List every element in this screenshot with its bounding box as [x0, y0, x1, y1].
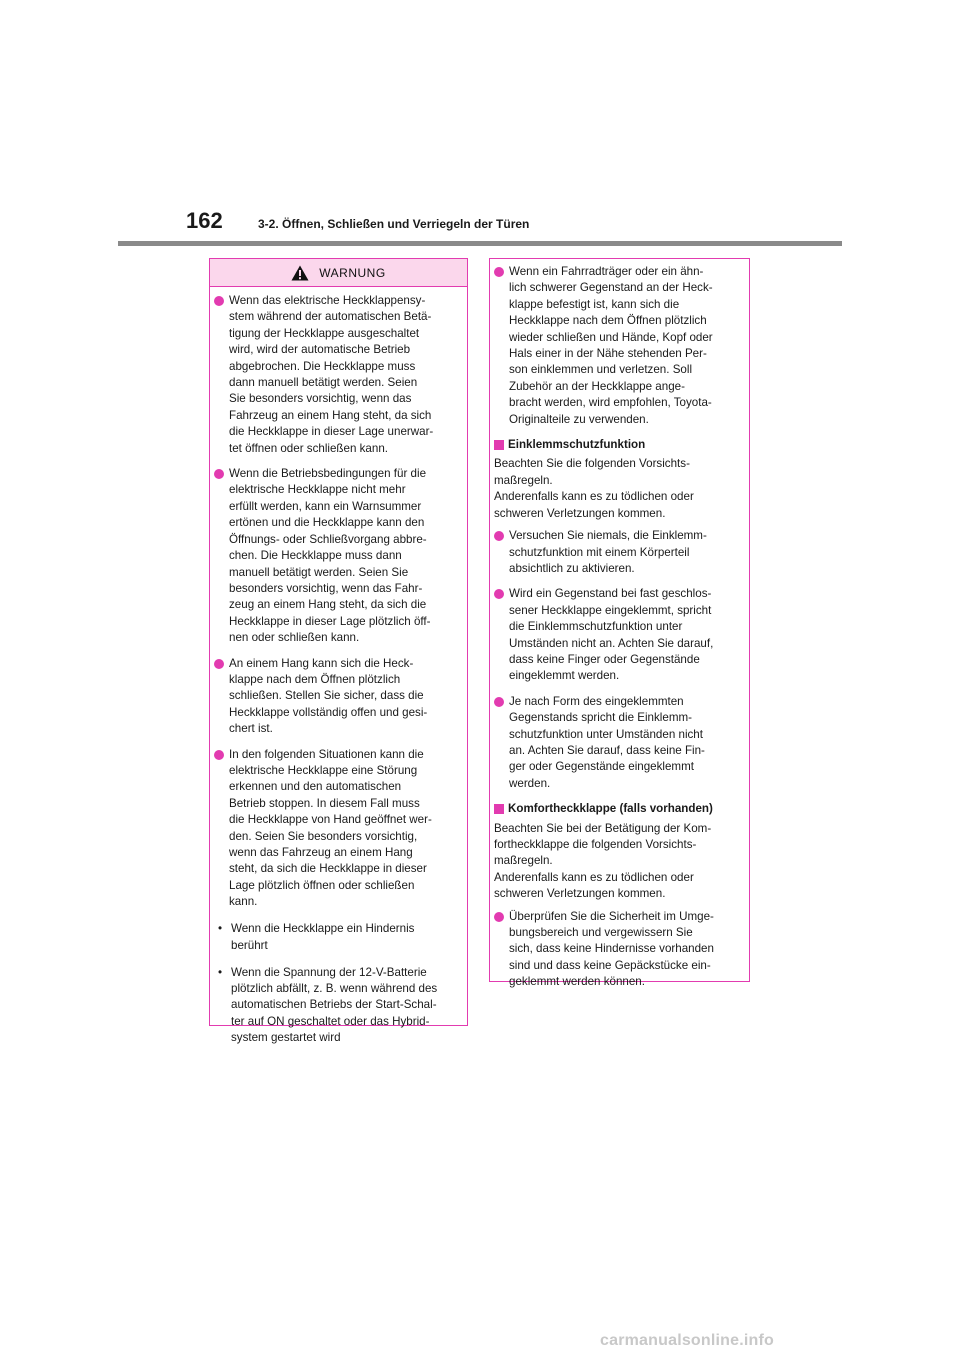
- pink-bullet-icon: [494, 531, 504, 541]
- pink-bullet-icon: [494, 912, 504, 922]
- pink-square-icon: [494, 804, 504, 814]
- warning-continued-box: [489, 258, 750, 989]
- warning-box: [209, 258, 468, 1045]
- warning-item: In den folgenden Situationen kann die elektrische Heckklappe eine Störung erkennen und den automatischen Betrieb stoppen. In diesem Fall muss die Heckklappe von Hand geöffnet wer- den. Seien Sie besonders vorsichtig, wenn das Fahrzeug an einem Hang steht, da sich die Heckklappe in dieser Lage plötzlich öffnen oder schließen kann.: [214, 747, 457, 911]
- pink-bullet-icon: [214, 469, 224, 479]
- page-number: 162: [186, 208, 223, 233]
- warning-triangle-icon: [291, 265, 309, 281]
- pink-square-icon: [494, 440, 504, 450]
- subsection-heading: Einklemmschutzfunktion: [494, 437, 739, 453]
- subsection-paragraph: Beachten Sie bei der Betätigung der Kom- fortheckklappe die folgenden Vorsichts- maßregeln. Anderenfalls kann es zu tödlichen oder schweren Verletzungen kommen.: [494, 821, 712, 901]
- warning-item: Versuchen Sie niemals, die Einklemm- schutzfunktion mit einem Körperteil absichtlich zu aktivieren.: [494, 528, 739, 577]
- section-title: 3-2. Öffnen, Schließen und Verriegeln der Türen: [258, 217, 530, 231]
- warning-item: Je nach Form des eingeklemmten Gegenstands spricht die Einklemm- schutzfunktion unter Umständen nicht an. Achten Sie darauf, dass keine Fin- ger oder Gegenstände eingeklemmt werden.: [494, 694, 739, 792]
- warning-sub-item: • Wenn die Heckklappe ein Hindernis berührt: [218, 922, 415, 952]
- pink-bullet-icon: [494, 267, 504, 277]
- warning-item: Wird ein Gegenstand bei fast geschlos- sener Heckklappe eingeklemmt, spricht die Einklemmschutzfunktion unter Umständen nicht an. Achten Sie darauf, dass keine Finger oder Gegenstände eingeklemmt werden.: [494, 586, 739, 684]
- pink-bullet-icon: [494, 589, 504, 599]
- warning-title: WARNUNG: [319, 265, 386, 280]
- warning-item: Wenn die Betriebsbedingungen für die elektrische Heckklappe nicht mehr erfüllt werden, kann ein Warnsummer ertönen und die Heckklappe kann den Öffnungs- oder Schließvorgang abbre- chen. Die Heckklappe muss dann manuell betätigt werden. Seien Sie besonders vorsichtig, wenn das Fahr- zeug an einem Hang steht, da sich die Heckklappe in dieser Lage plötzlich öff- nen oder schließen kann.: [214, 466, 457, 646]
- warning-item: Wenn das elektrische Heckklappensy- stem während der automatischen Betä- tigung der Heckklappe ausgeschaltet wird, wird der automatische Betrieb abgebrochen. Die Heckklappe muss dann manuell betätigt werden. Seien Sie besonders vorsichtig, wenn das Fahrzeug an einem Hang steht, da sich die Heckklappe in dieser Lage unerwar- tet öffnen oder schließen kann.: [214, 293, 457, 457]
- subsection-heading: Komfortheckklappe (falls vorhanden): [494, 801, 739, 817]
- pink-bullet-icon: [494, 697, 504, 707]
- pink-bullet-icon: [214, 750, 224, 760]
- watermark: carmanualsonline.info: [600, 1332, 775, 1349]
- small-bullet-icon: •: [218, 922, 223, 936]
- header-rule: [118, 241, 842, 246]
- warning-item: Überprüfen Sie die Sicherheit im Umge- bungsbereich und vergewissern Sie sich, dass keine Hindernisse vorhanden sind und dass keine Gepäckstücke ein- geklemmt werden können.: [494, 909, 739, 991]
- warning-header: [210, 259, 467, 287]
- warning-sub-item: • Wenn die Spannung der 12-V-Batterie plötzlich abfällt, z. B. wenn während des automatischen Betriebs der Start-Schal- ter auf ON geschaltet oder das Hybrid- system gestartet wird: [218, 965, 438, 1045]
- pink-bullet-icon: [214, 659, 224, 669]
- subsection-paragraph: Beachten Sie die folgenden Vorsichts- maßregeln. Anderenfalls kann es zu tödlichen oder schweren Verletzungen kommen.: [494, 457, 694, 520]
- warning-item: An einem Hang kann sich die Heck- klappe nach dem Öffnen plötzlich schließen. Stellen Sie sicher, dass die Heckklappe vollständig offen und gesi- chert ist.: [214, 656, 457, 738]
- pink-bullet-icon: [214, 296, 224, 306]
- warning-item: Wenn ein Fahrradträger oder ein ähn- lich schwerer Gegenstand an der Heck- klappe befestigt ist, kann sich die Heckklappe nach dem Öffnen plötzlich wieder schließen und Hände, Kopf oder Hals einer in der Nähe stehenden Per- son einklemmen und verletzen. Soll Zubehör an der Heckklappe ange- bracht werden, wird empfohlen, Toyota- Originalteile zu verwenden.: [494, 264, 739, 428]
- small-bullet-icon: •: [218, 965, 223, 979]
